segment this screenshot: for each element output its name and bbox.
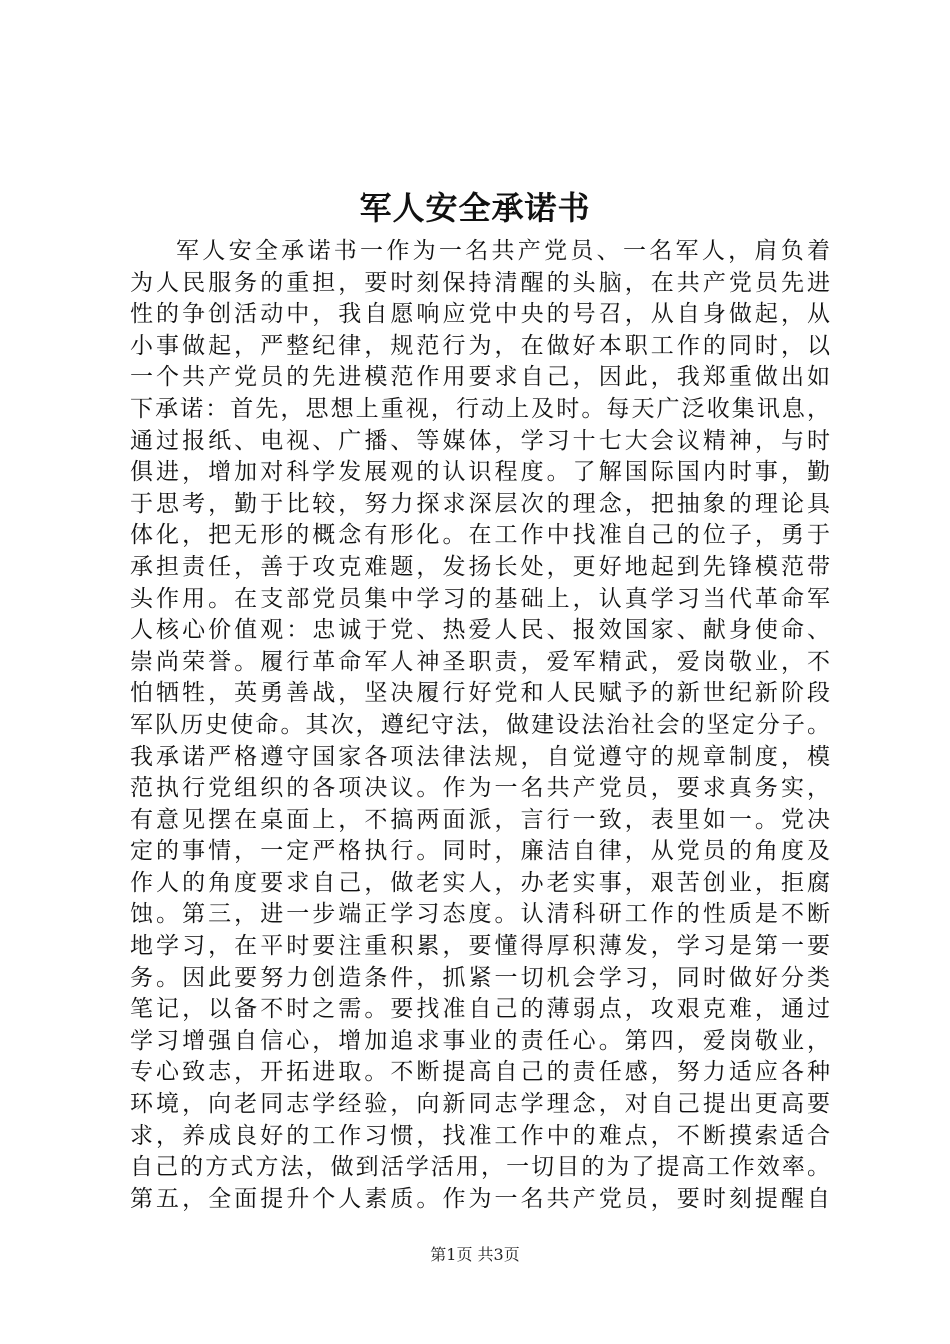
body-line: 第五，全面提升个人素质。作为一名共产党员，要时刻提醒自: [130, 1185, 830, 1212]
document-title: 军人安全承诺书: [359, 189, 591, 227]
body-line: 有意见摆在桌面上，不搞两面派，言行一致，表里如一。党决: [130, 806, 830, 833]
document-body: [130, 236, 830, 1215]
body-line: 军人安全承诺书一作为一名共产党员、一名军人，肩负着: [176, 238, 830, 264]
body-line: 下承诺：首先，思想上重视，行动上及时。每天广泛收集讯息，: [130, 395, 830, 422]
body-line: 为人民服务的重担，要时刻保持清醒的头脑，在共产党员先进: [130, 269, 830, 296]
body-line: 承担责任，善于攻克难题，发扬长处，更好地起到先锋模范带: [130, 553, 830, 580]
body-line: 俱进，增加对科学发展观的认识程度。了解国际国内时事，勤: [130, 459, 830, 486]
body-line: 怕牺牲，英勇善战，坚决履行好党和人民赋予的新世纪新阶段: [130, 680, 830, 707]
body-line: 我承诺严格遵守国家各项法律法规，自觉遵守的规章制度，模: [130, 743, 830, 770]
body-line: 崇尚荣誉。履行革命军人神圣职责，爱军精武，爱岗敬业，不: [130, 648, 830, 675]
body-line: 军队历史使命。其次，遵纪守法，做建设法治社会的坚定分子。: [130, 711, 830, 738]
body-line: 专心致志，开拓进取。不断提高自己的责任感，努力适应各种: [130, 1059, 830, 1086]
body-line: 于思考，勤于比较，努力探求深层次的理念，把抽象的理论具: [130, 490, 830, 517]
body-line: 自己的方式方法，做到活学活用，一切目的为了提高工作效率。: [130, 1154, 830, 1181]
body-line: 求，养成良好的工作习惯，找准工作中的难点，不断摸索适合: [130, 1122, 830, 1149]
body-line: 性的争创活动中，我自愿响应党中央的号召，从自身做起，从: [130, 301, 830, 328]
body-line: 体化，把无形的概念有形化。在工作中找准自己的位子，勇于: [130, 522, 830, 549]
body-line: 一个共产党员的先进模范作用要求自己，因此，我郑重做出如: [130, 364, 830, 391]
body-line: 蚀。第三，进一步端正学习态度。认清科研工作的性质是不断: [130, 901, 830, 928]
body-line: 地学习，在平时要注重积累，要懂得厚积薄发，学习是第一要: [130, 933, 830, 960]
body-line: 人核心价值观：忠诚于党、热爱人民、报效国家、献身使命、: [130, 617, 830, 644]
body-line: 定的事情，一定严格执行。同时，廉洁自律，从党员的角度及: [130, 838, 830, 865]
body-line: 头作用。在支部党员集中学习的基础上，认真学习当代革命军: [130, 585, 830, 612]
body-line: 学习增强自信心，增加追求事业的责任心。第四，爱岗敬业，: [130, 1027, 830, 1054]
body-line: 通过报纸、电视、广播、等媒体，学习十七大会议精神，与时: [130, 427, 830, 454]
body-line: 务。因此要努力创造条件，抓紧一切机会学习，同时做好分类: [130, 964, 830, 991]
body-line: 小事做起，严整纪律，规范行为，在做好本职工作的同时，以: [130, 332, 830, 359]
body-line: 环境，向老同志学经验，向新同志学理念，对自己提出更高要: [130, 1091, 830, 1118]
page-number-footer: 第1页 共3页: [430, 1245, 520, 1264]
body-line: 笔记，以备不时之需。要找准自己的薄弱点，攻艰克难，通过: [130, 996, 830, 1023]
body-line: 作人的角度要求自己，做老实人，办老实事，艰苦创业，拒腐: [130, 869, 830, 896]
body-line: 范执行党组织的各项决议。作为一名共产党员，要求真务实，: [130, 775, 830, 802]
